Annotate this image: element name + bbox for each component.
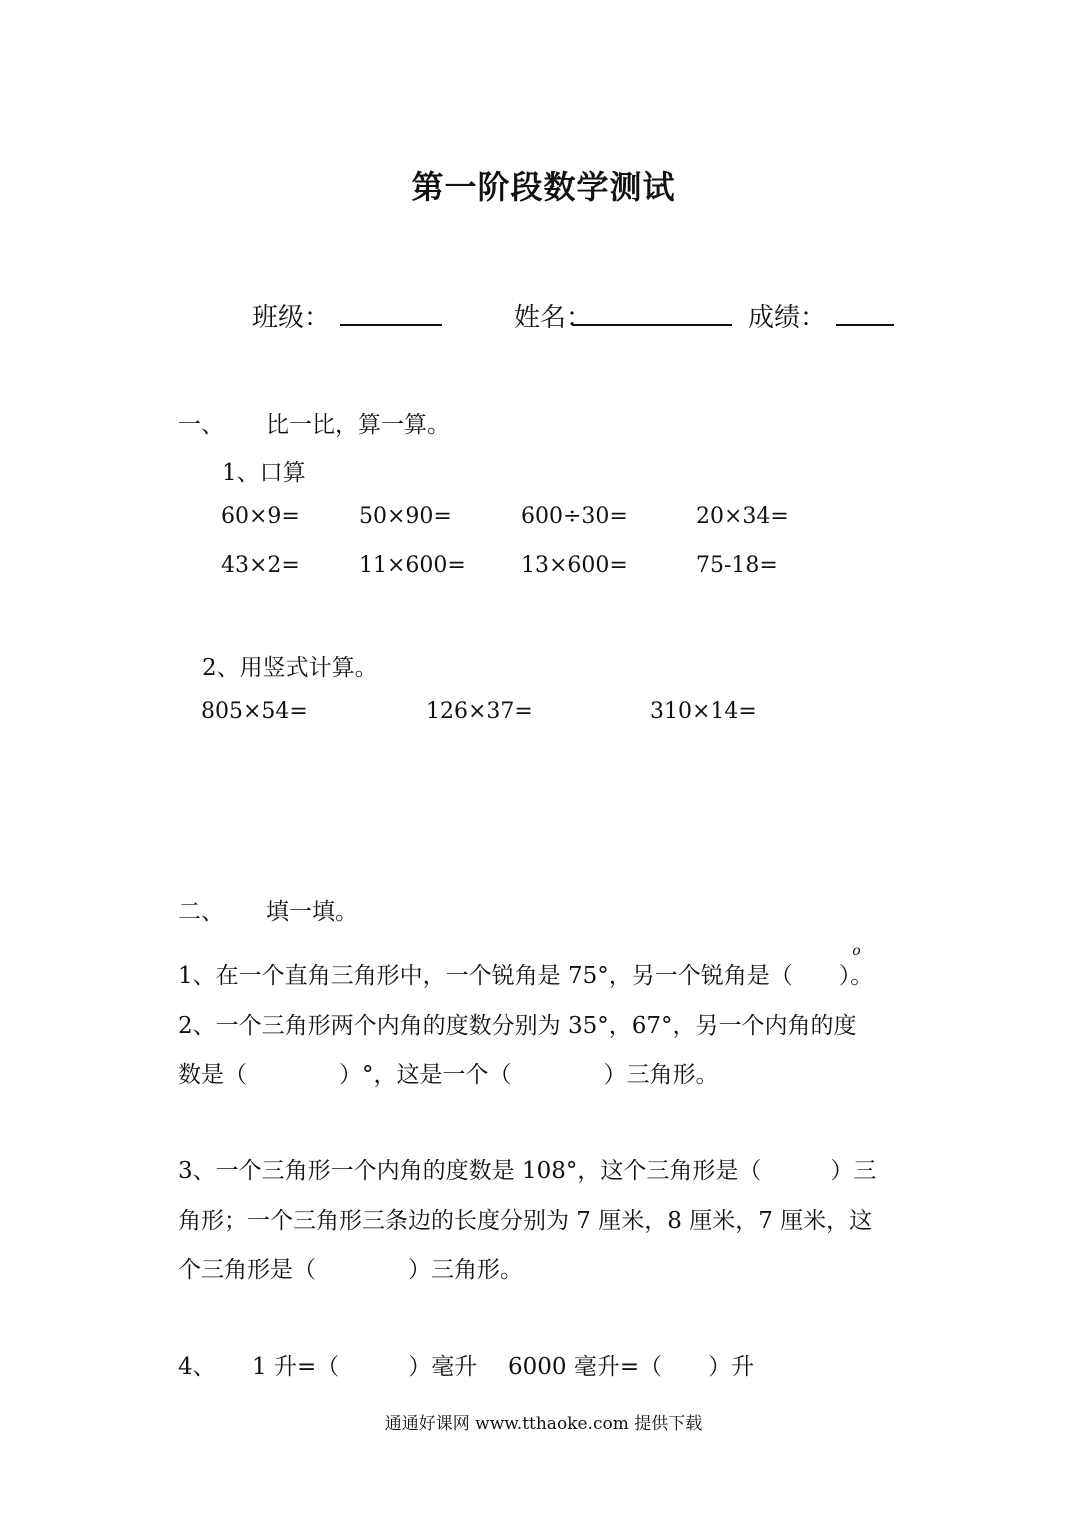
- degree-mark: o: [852, 943, 861, 959]
- page-title: 第一阶段数学测试: [411, 168, 676, 206]
- section2-heading: 填一填。: [266, 899, 358, 925]
- question-2-line2: 数是（ ）°，这是一个（ ）三角形。: [178, 1062, 719, 1088]
- calc-item: 50×90=: [359, 504, 452, 529]
- section1-heading: 比一比，算一算。: [266, 412, 450, 438]
- vertical-calc-item: 805×54=: [201, 699, 308, 724]
- section2-number: 二、: [178, 899, 224, 925]
- question-2-line1: 2、一个三角形两个内角的度数分别为 35°，67°，另一个内角的度: [178, 1013, 857, 1039]
- score-label: 成绩：: [748, 303, 827, 333]
- question-3-line3: 个三角形是（ ）三角形。: [178, 1257, 523, 1283]
- question-4-part-b: 6000 毫升=（ ）升: [508, 1354, 755, 1380]
- vertical-calc-item: 126×37=: [426, 699, 533, 724]
- name-label: 姓名：: [514, 303, 593, 333]
- score-blank: [836, 324, 894, 326]
- calc-item: 13×600=: [521, 553, 628, 578]
- part1-title: 1、口算: [222, 460, 306, 486]
- question-4-part-a: 1 升=（ ）毫升: [252, 1354, 478, 1380]
- name-blank: [572, 324, 732, 326]
- class-label: 班级：: [252, 303, 331, 333]
- vertical-calc-item: 310×14=: [650, 699, 757, 724]
- calc-item: 60×9=: [221, 504, 300, 529]
- calc-item: 75-18=: [696, 553, 778, 578]
- calc-item: 11×600=: [359, 553, 466, 578]
- question-3-line1: 3、一个三角形一个内角的度数是 108°，这个三角形是（ ）三: [178, 1158, 877, 1184]
- calc-item: 600÷30=: [521, 504, 628, 529]
- question-1-text: 1、在一个直角三角形中，一个锐角是 75°，另一个锐角是（ ）: [178, 963, 851, 989]
- question-4-number: 4、: [178, 1354, 216, 1380]
- section1-number: 一、: [178, 412, 224, 438]
- question-1: [178, 943, 874, 990]
- question-3-line2: 角形；一个三角形三条边的长度分别为 7 厘米，8 厘米，7 厘米，这: [178, 1208, 873, 1234]
- calc-item: 43×2=: [221, 553, 300, 578]
- part2-title: 2、用竖式计算。: [202, 655, 378, 681]
- class-blank: [340, 324, 442, 326]
- calc-item: 20×34=: [696, 504, 789, 529]
- footer-credit: 通通好课网 www.tthaoke.com 提供下载: [384, 1414, 703, 1434]
- question-1-end: o 。: [850, 943, 874, 989]
